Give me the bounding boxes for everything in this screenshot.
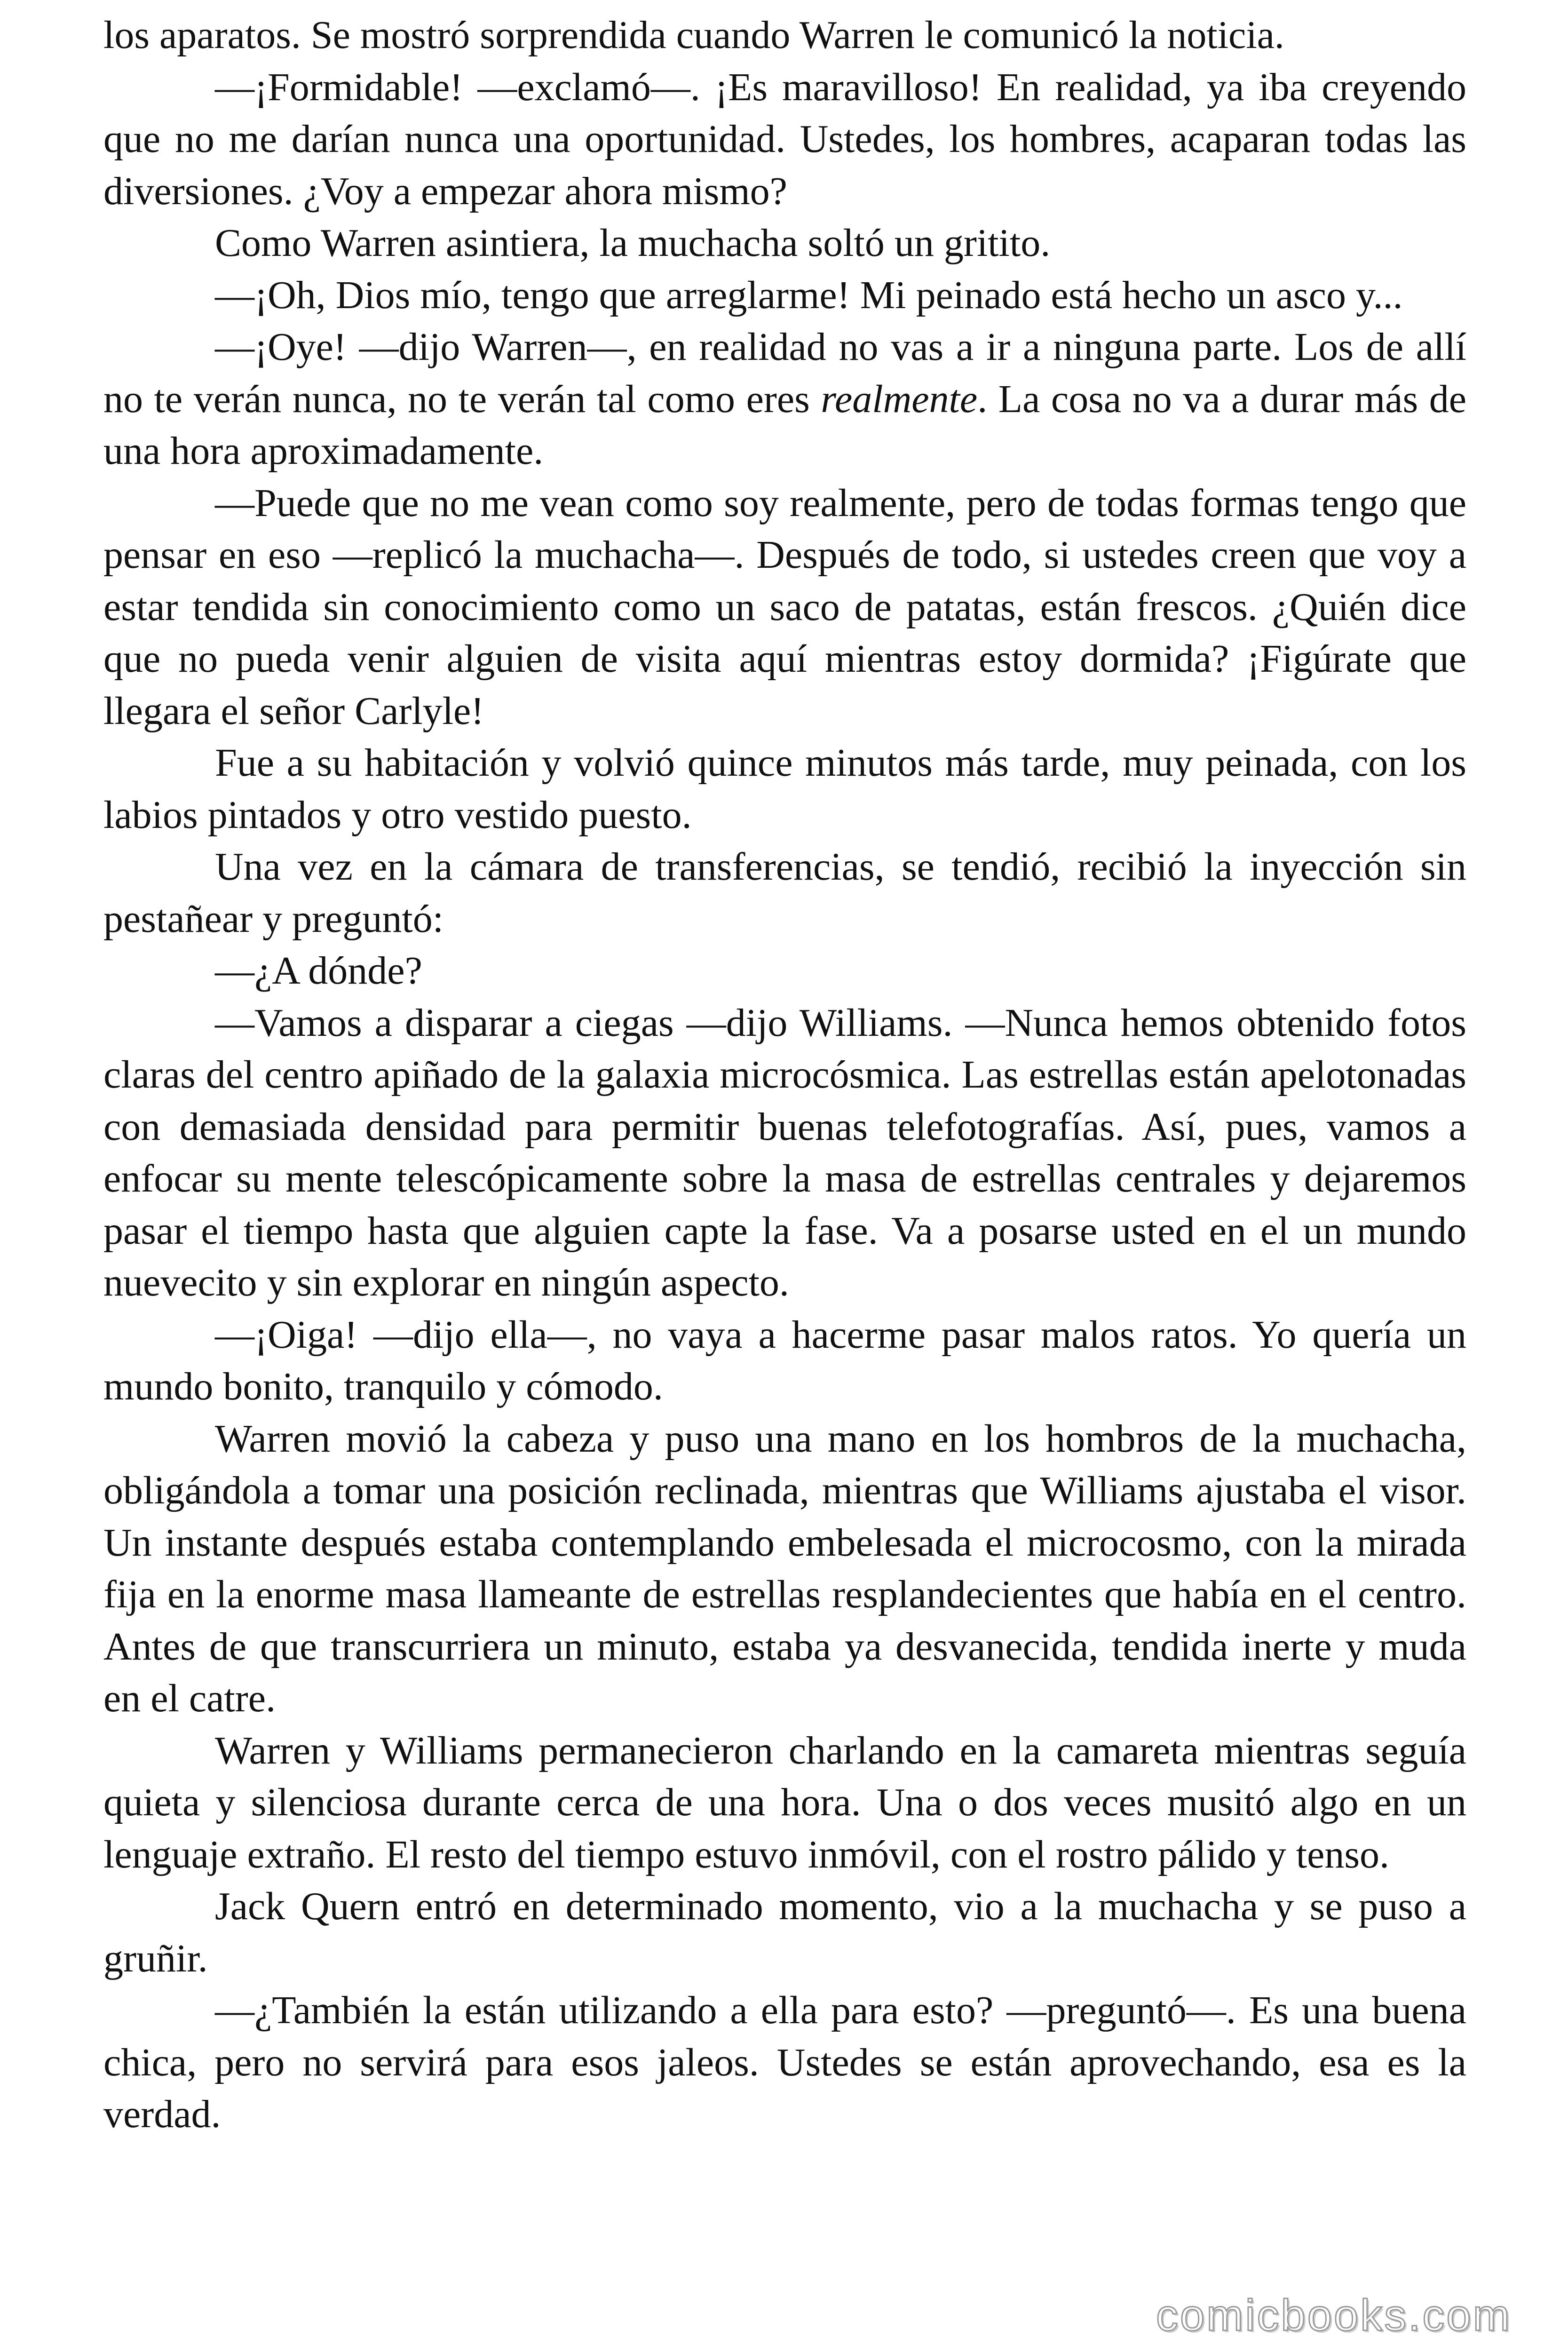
paragraph-4: —¡Oh, Dios mío, tengo que arreglarme! Mi peinado está hecho un asco y... (215, 273, 1403, 317)
emphasis-word: realmente (821, 377, 978, 421)
paragraph-9: —¿A dónde? (215, 949, 422, 993)
book-page (103, 9, 1466, 2141)
paragraph-7: Fue a su habitación y volvió quince minutos más tarde, muy peinada, con los labios pintados y otro vestido puesto. (103, 741, 1466, 837)
paragraph-15: —¿También la están utilizando a ella para esto? —preguntó—. Es una buena chica, pero no servirá para esos jaleos. Ustedes se están aprovechando, esa es la verdad. (103, 1988, 1466, 2136)
paragraph-2: —¡Formidable! —exclamó—. ¡Es maravilloso! En realidad, ya iba creyendo que no me darían nunca una oportunidad. Ustedes, los hombres, acaparan todas las diversiones. ¿Voy a empezar ahora mismo? (103, 65, 1466, 213)
paragraph-3: Como Warren asintiera, la muchacha soltó un gritito. (215, 221, 1051, 265)
paragraph-10: —Vamos a disparar a ciegas —dijo Williams. —Nunca hemos obtenido fotos claras del centro apiñado de la galaxia microcósmica. Las estrellas están apelotonadas con demasiada densidad para permitir buenas telefotografías. Así, pues, vamos a enfocar su mente telescópicamente sobre la masa de estrellas centrales y dejaremos pasar el tiempo hasta que alguien capte la fase. Va a posarse usted en el un mundo nuevecito y sin explorar en ningún aspecto. (103, 1001, 1466, 1304)
paragraph-8: Una vez en la cámara de transferencias, se tendió, recibió la inyección sin pestañear y preguntó: (103, 845, 1466, 941)
watermark-logo: comicbooks.com (1156, 2290, 1512, 2340)
paragraph-13: Warren y Williams permanecieron charlando en la camareta mientras seguía quieta y silenciosa durante cerca de una hora. Una o dos veces musitó algo en un lenguaje extraño. El resto del tiempo estuvo inmóvil, con el rostro pálido y tenso. (103, 1728, 1466, 1876)
paragraph-5: —¡Oye! —dijo Warren—, en realidad no vas a ir a ninguna parte. Los de allí no te verán nunca, no te verán tal como eres realmente. La cosa no va a durar más de una hora aproximadamente. (103, 325, 1466, 473)
paragraph-14: Jack Quern entró en determinado momento, vio a la muchacha y se puso a gruñir. (103, 1884, 1466, 1980)
paragraph-11: —¡Oiga! —dijo ella—, no vaya a hacerme pasar malos ratos. Yo quería un mundo bonito, tranquilo y cómodo. (103, 1312, 1466, 1408)
paragraph-6: —Puede que no me vean como soy realmente, pero de todas formas tengo que pensar en eso —replicó la muchacha—. Después de todo, si ustedes creen que voy a estar tendida sin conocimiento como un saco de patatas, están frescos. ¿Quién dice que no pueda venir alguien de visita aquí mientras estoy dormida? ¡Figúrate que llegara el señor Carlyle! (103, 481, 1466, 733)
paragraph-12: Warren movió la cabeza y puso una mano en los hombros de la muchacha, obligándola a tomar una posición reclinada, mientras que Williams ajustaba el visor. Un instante después estaba contemplando embelesada el microcosmo, con la mirada fija en la enorme masa llameante de estrellas resplandecientes que había en el centro. Antes de que transcurriera un minuto, estaba ya desvanecida, tendida inerte y muda en el catre. (103, 1416, 1466, 1720)
paragraph-1: los aparatos. Se mostró sorprendida cuando Warren le comunicó la noticia. (103, 13, 1284, 57)
